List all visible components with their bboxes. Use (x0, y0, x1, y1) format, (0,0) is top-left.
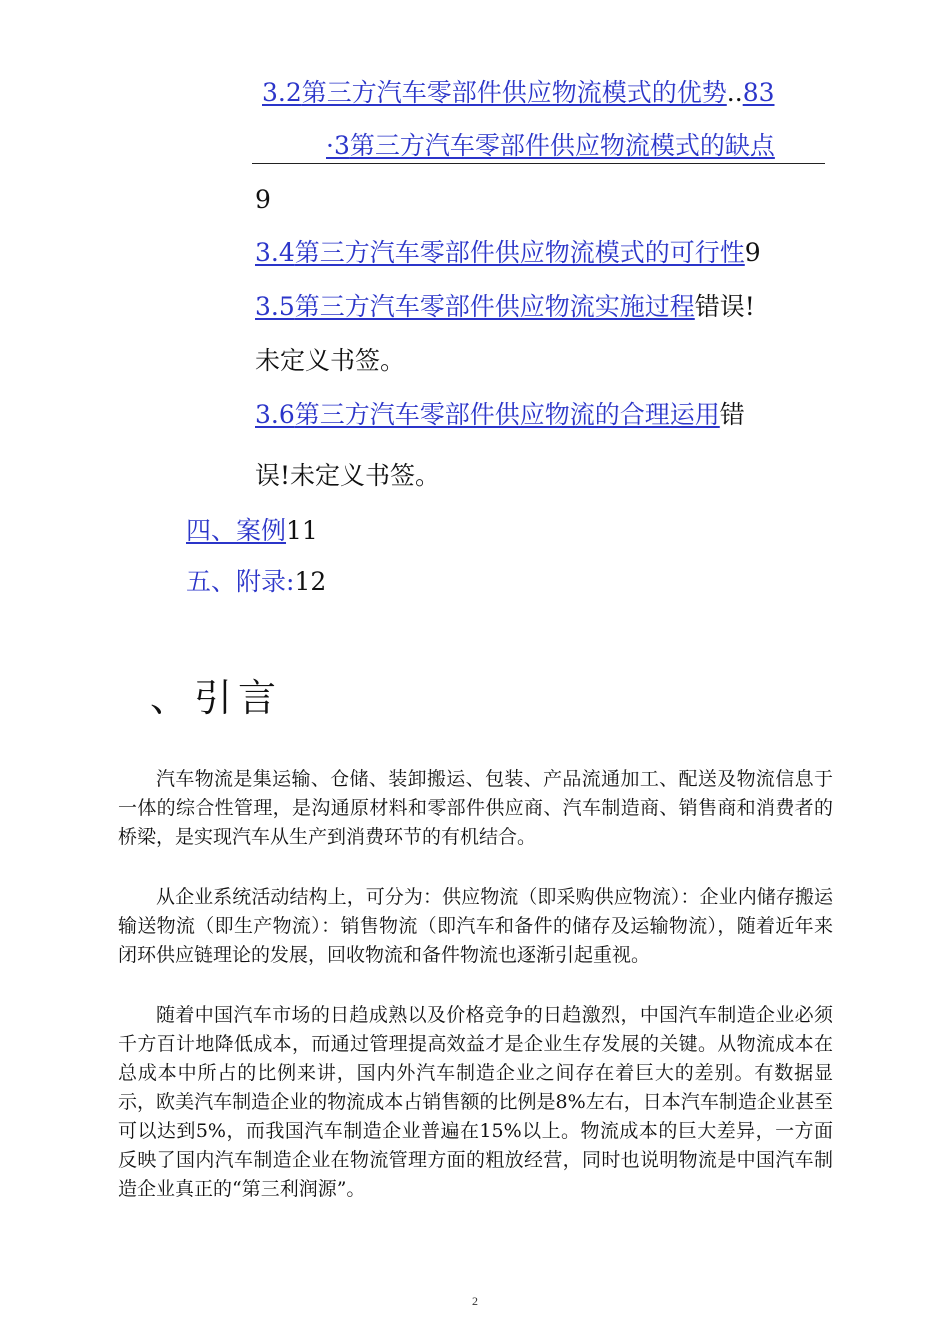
toc-entry-5[interactable] (186, 565, 326, 599)
toc-page-number-3-3: 9 (255, 185, 271, 214)
toc-number: 3.5 (255, 292, 295, 321)
toc-entry-3-2[interactable] (262, 76, 775, 110)
toc-page-number: 12 (294, 567, 327, 596)
toc-error-text-continued: 未定义书签。 (255, 346, 406, 375)
toc-title: 第三方汽车零部件供应物流模式的可行性 (294, 238, 745, 267)
toc-entry-4[interactable] (186, 514, 318, 548)
toc-number: 3.2 (262, 78, 302, 107)
toc-error-text: 错 (719, 400, 745, 429)
toc-number: 3.6 (255, 400, 295, 429)
toc-link-3-4[interactable] (255, 238, 745, 267)
toc-entry-3-5[interactable] (255, 290, 755, 324)
toc-link-3-3[interactable] (326, 131, 775, 160)
toc-link-3-5[interactable] (255, 292, 695, 321)
toc-underline-rule (252, 163, 825, 164)
toc-title: 第三方汽车零部件供应物流模式的缺点 (349, 131, 775, 160)
toc-number: 3.4 (255, 238, 295, 267)
toc-link-4[interactable]: 四、案例 (186, 516, 287, 545)
toc-entry-3-3[interactable] (326, 129, 775, 163)
section-heading: 、引言 (150, 676, 283, 720)
page-number: 2 (472, 1294, 478, 1308)
toc-link-3-2[interactable] (262, 78, 727, 107)
toc-title: 第三方汽车零部件供应物流的合理运用 (294, 400, 720, 429)
toc-page-number: 9 (744, 238, 761, 267)
toc-number: ·3 (326, 131, 350, 160)
toc-entry-3-4[interactable] (255, 236, 761, 270)
toc-link-3-6[interactable] (255, 400, 720, 429)
toc-link-5[interactable]: 五、附录: (186, 567, 295, 596)
toc-page-number[interactable]: 83 (742, 78, 775, 107)
toc-title: 第三方汽车零部件供应物流模式的优势 (301, 78, 727, 107)
body-paragraph: 随着中国汽车市场的日趋成熟以及价格竞争的日趋激烈，中国汽车制造企业必须千方百计地降低成本，而通过管理提高效益才是企业生存发展的关键。从物流成本在总成本中所占的比例来讲，国内外汽车制造企业之间存在着巨大的差别。有数据显示，欧美汽车制造企业的物流成本占销售额的比例是8%左右，日本汽车制造企业甚至可以达到5%，而我国汽车制造企业普遍在15%以上。物流成本的巨大差异，一方面反映了国内汽车制造企业在物流管理方面的粗放经营，同时也说明物流是中国汽车制造企业真正的“第三利润源”。 (118, 1004, 833, 1200)
toc-title: 第三方汽车零部件供应物流实施过程 (294, 292, 695, 321)
toc-leader-dots: .. (726, 78, 743, 107)
toc-error-text: 错误! (694, 292, 755, 321)
toc-error-text-continued: 误!未定义书签。 (255, 461, 441, 490)
toc-entry-3-6[interactable] (255, 398, 745, 432)
body-paragraph: 从企业系统活动结构上，可分为：供应物流（即采购供应物流）：企业内储存搬运输送物流（即生产物流）：销售物流（即汽车和备件的储存及运输物流），随着近年来闭环供应链理论的发展，回收物流和备件物流也逐渐引起重视。 (118, 886, 833, 966)
body-paragraph: 汽车物流是集运输、仓储、装卸搬运、包装、产品流通加工、配送及物流信息于一体的综合性管理，是沟通原材料和零部件供应商、汽车制造商、销售商和消费者的桥梁，是实现汽车从生产到消费环节的有机结合。 (118, 768, 833, 848)
toc-page-number: 11 (286, 516, 318, 545)
